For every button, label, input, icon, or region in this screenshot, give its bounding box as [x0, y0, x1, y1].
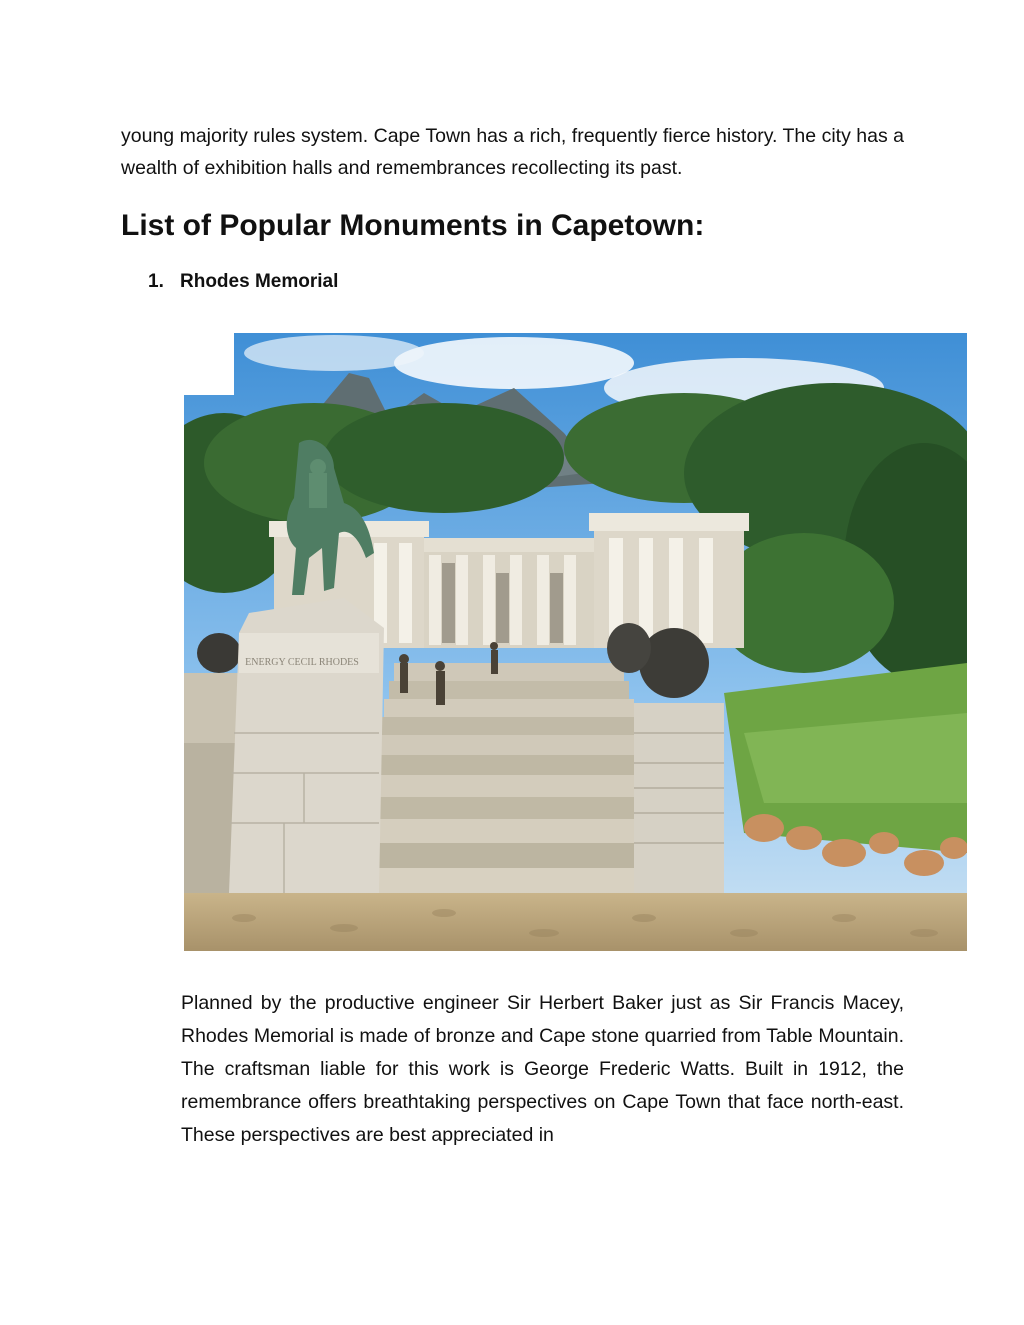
lion-statue-left [197, 633, 241, 673]
lion-statue-right [639, 628, 709, 698]
list-item [148, 268, 338, 296]
monument-list [148, 268, 338, 296]
stairs [344, 663, 674, 895]
cloud [394, 337, 634, 389]
lion-statue-right-back [607, 623, 651, 673]
rhodes-memorial-illustration [184, 333, 967, 951]
pedestal-left [229, 598, 384, 893]
list-item-number: 1. [148, 271, 164, 292]
photo-corner [184, 333, 234, 395]
pedestal-engraving: ENERGY CECIL RHODES [245, 657, 359, 668]
intro-paragraph: young majority rules system. Cape Town has a rich, frequently fierce history. The city has a wealth of exhibition halls and remembrances recollecting its past. [121, 125, 904, 179]
lion-plinth-left [184, 673, 239, 743]
rhodes-memorial-photo [184, 333, 967, 951]
tree [324, 403, 564, 513]
temple-entablature [409, 538, 604, 552]
list-item-label: Rhodes Memorial [180, 271, 339, 292]
section-heading: List of Popular Monuments in Capetown: [121, 209, 705, 242]
cobblestone-ground [184, 893, 967, 951]
cloud [244, 335, 424, 371]
temple-pediment-right [589, 513, 749, 531]
body-paragraph: Planned by the productive engineer Sir Herbert Baker just as Sir Francis Macey, Rhodes Memorial is made of bronze and Cape stone quarried from Table Mountain. The craftsman liable for this work is George Frederic Watts. Built in 1912, the remembrance offers breathtaking perspectives on Cape Town that face north-east. These perspectives are best appreciated in [181, 992, 904, 1146]
